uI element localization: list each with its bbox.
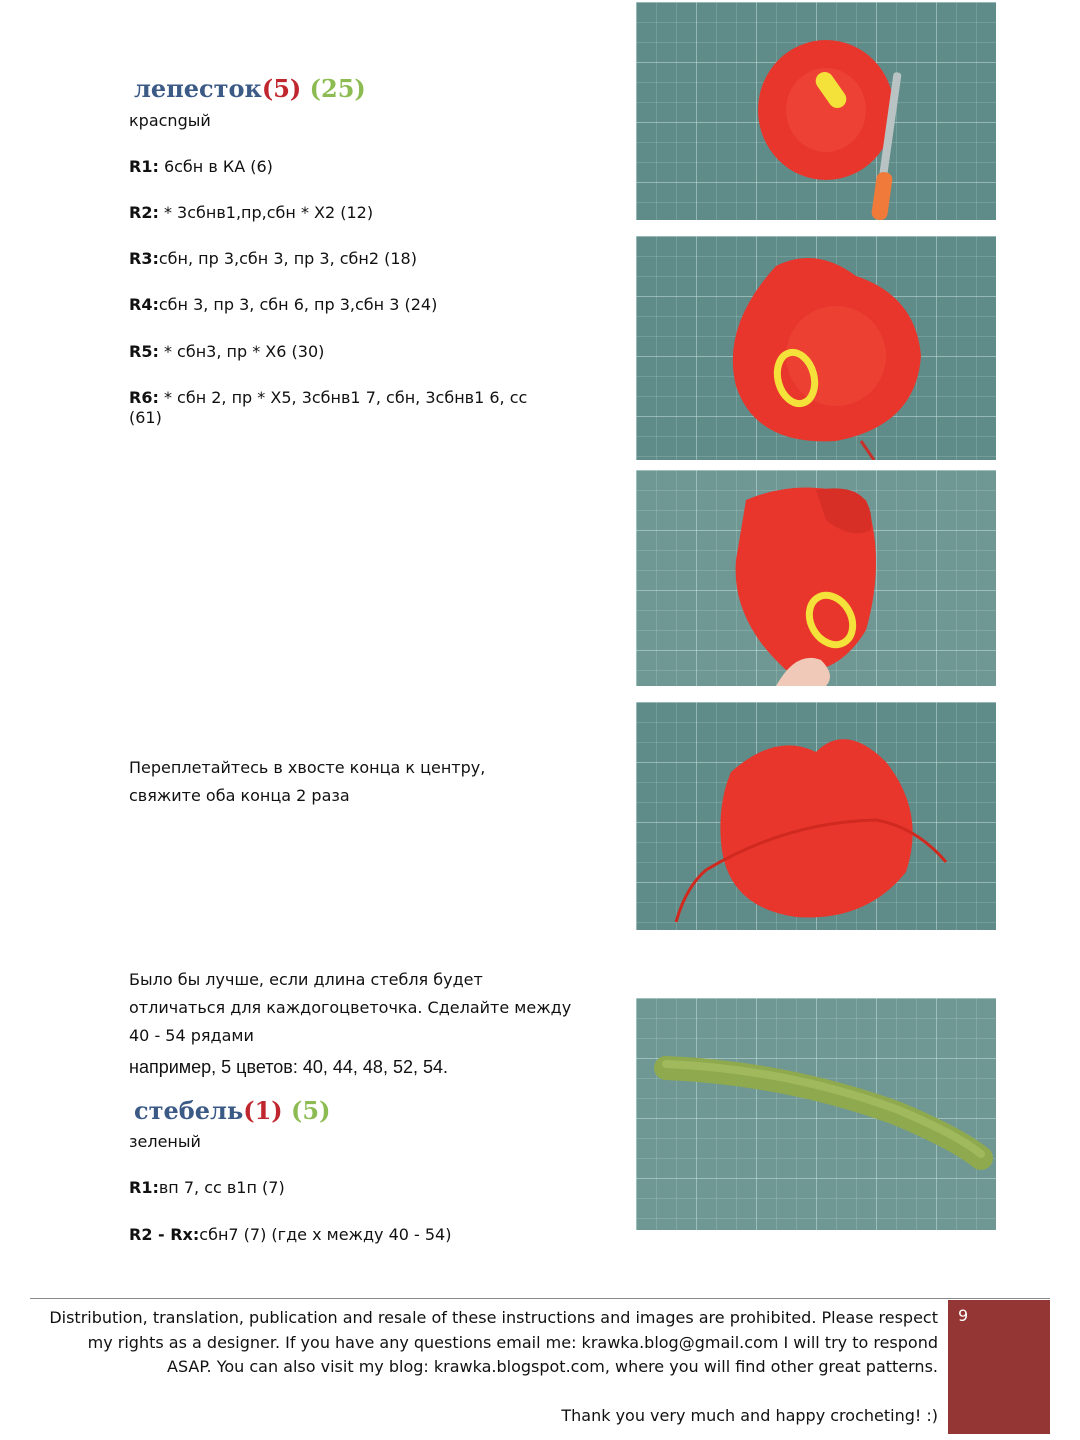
row-label: R5:	[129, 342, 159, 361]
footer-thanks: Thank you very much and happy crocheting! :)	[561, 1405, 938, 1425]
stem-count-red: (1)	[243, 1096, 283, 1125]
photo-stem	[636, 998, 996, 1230]
stem-row-1	[129, 1178, 285, 1198]
row-label: R1:	[129, 157, 159, 176]
row-text: 6сбн в КА (6)	[158, 157, 273, 176]
photo-petal-step-1	[636, 2, 996, 220]
footer-divider	[30, 1298, 1050, 1299]
photo-petal-step-4	[636, 702, 996, 930]
petal-heading	[134, 74, 366, 103]
petal-row-4	[129, 295, 437, 315]
weave-note-line-1: Переплетайтесь в хвосте конца к центру,	[129, 758, 486, 777]
stem-note	[129, 966, 571, 1050]
row-label: R6:	[129, 388, 159, 407]
petal-row-2	[129, 203, 373, 223]
row-text: сбн7 (7) (где x между 40 - 54)	[199, 1225, 452, 1244]
petal-color: красngый	[129, 111, 211, 130]
row-label: R1:	[129, 1178, 159, 1197]
row-text: сбн, пр 3,сбн 3, пр 3, сбн2 (18)	[158, 249, 417, 268]
stem-note-line-2: отличаться для каждогоцветочка. Сделайте между	[129, 998, 572, 1017]
row-text: вп 7, сс в1п (7)	[158, 1178, 285, 1197]
weave-note-line-2: свяжите оба конца 2 раза	[129, 786, 350, 805]
row-label: R2:	[129, 203, 159, 222]
crochet-petal	[720, 739, 912, 917]
petal-count-green: (25)	[309, 74, 366, 103]
row-text: * сбн 2, пр * X5, 3сбнв1 7, сбн, 3сбнв1 6, сс (61)	[129, 388, 528, 427]
petal-row-3	[129, 249, 417, 269]
footer-notice	[30, 1306, 938, 1428]
footer-line-1: Distribution, translation, publication and resale of these instructions and images are prohibited. Please respect	[49, 1308, 938, 1327]
photo-petal-step-2	[636, 236, 996, 460]
page-number: 9	[958, 1306, 969, 1325]
row-text: сбн 3, пр 3, сбн 6, пр 3,сбн 3 (24)	[158, 295, 438, 314]
stem-heading	[134, 1096, 330, 1125]
petal-row-5	[129, 342, 324, 362]
petal-title: лепесток	[134, 74, 262, 103]
row-label: R3:	[129, 249, 159, 268]
petal-row-6	[129, 388, 549, 428]
row-text: * сбн3, пр * X6 (30)	[158, 342, 325, 361]
stem-row-2	[129, 1225, 451, 1245]
stem-count-green: (5)	[291, 1096, 331, 1125]
stem-note-line-3: 40 - 54 рядами	[129, 1026, 254, 1045]
crochet-stem	[666, 1068, 981, 1158]
row-label: R2 - Rx:	[129, 1225, 200, 1244]
stem-color: зеленый	[129, 1132, 201, 1151]
stem-example: например, 5 цветов: 40, 44, 48, 52, 54.	[129, 1057, 448, 1077]
stem-title: стебель	[134, 1096, 244, 1125]
photo-petal-step-3	[636, 470, 996, 686]
weave-note	[129, 754, 485, 810]
petal-count-red: (5)	[261, 74, 302, 103]
footer-line-2: my rights as a designer. If you have any questions email me: krawka.blog@gmail.com I will try to respond	[87, 1332, 938, 1352]
footer-line-3: ASAP. You can also visit my blog: krawka.blogspot.com, where you will find other great patterns.	[167, 1357, 938, 1376]
row-label: R4:	[129, 295, 159, 314]
row-text: * 3сбнв1,пр,сбн * X2 (12)	[158, 203, 374, 222]
petal-row-1	[129, 157, 273, 177]
stem-note-line-1: Было бы лучше, если длина стебля будет	[129, 970, 483, 989]
